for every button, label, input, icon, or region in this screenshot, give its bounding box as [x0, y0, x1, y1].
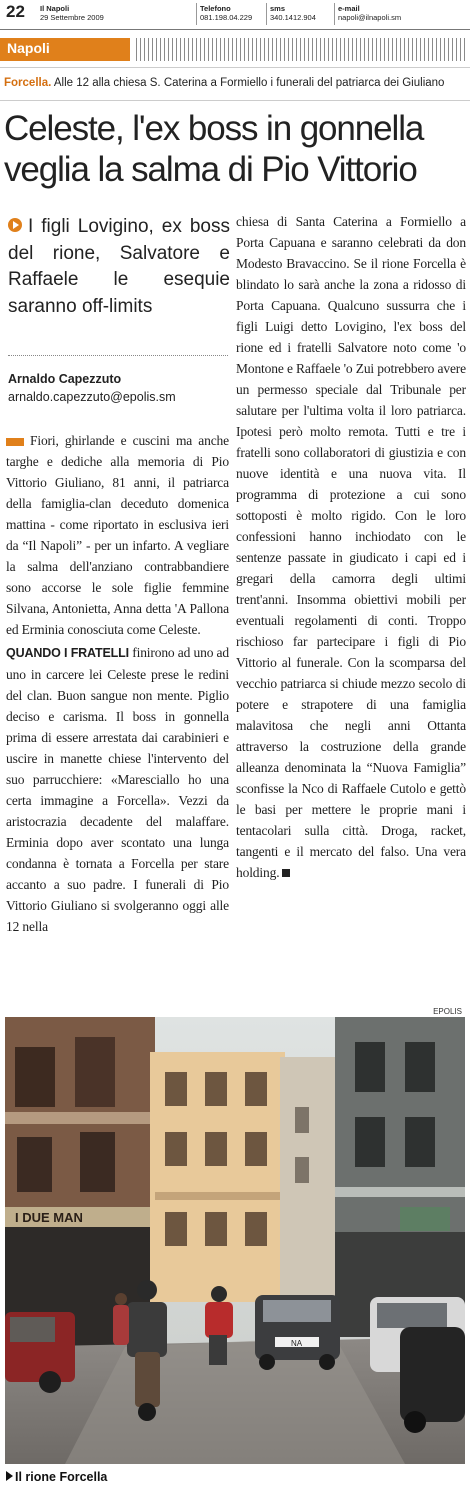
sms-label: sms [270, 4, 286, 13]
header-rule [0, 29, 470, 30]
body-paragraph-text: Fiori, ghirlande e cuscini ma anche targhe e dediche alla memoria di Pio Vittorio Giuliano, 81 anni, il patriarca della famiglia-clan deceduto domenica mattina - come riportato in esclusiva ieri da “Il Napoli” - per un infarto. A vegliare la salma dell'anziano contrabbandiere sono accorse le sole figlie femmine Silvana, Antonietta, Anna detta 'A Pallona ed Erminia conosciuta come Celeste. [6, 433, 229, 637]
body-column-left [6, 430, 229, 937]
publication-date: 29 Settembre 2009 [40, 13, 104, 22]
email-address: napoli@ilnapoli.sm [338, 13, 402, 22]
end-of-article-icon [282, 869, 290, 877]
section-hatch-pattern [136, 38, 466, 61]
section-label: Napoli [7, 40, 50, 56]
photo-credit: EPOLIS [433, 1007, 462, 1016]
photo-caption [6, 1470, 107, 1484]
body-paragraph [6, 430, 229, 640]
caption-text: Il rione Forcella [15, 1470, 108, 1484]
red-jacket-rider [205, 1302, 233, 1338]
publication-info [40, 4, 104, 22]
headline [4, 108, 468, 190]
byline-author: Arnaldo Capezzuto [8, 372, 122, 386]
scooter-rider [127, 1302, 167, 1357]
body-paragraph-text: finirono ad uno ad uno in carcere lei Celeste prese le redini del clan. Buon sangue non mente. Piglio deciso e carisma. Il boss in gonnella prima di essere arrestata dai carabinieri e uscire in manette chiese l'intervento del suo parrucchiere: «Maresciallo ho una certa immagine a Forcella». Vezzi da aristocrazia decadente del malaffare. Erminia dopo aver scontato una lunga condanna è tornata a Forcella per stare accanto a suo padre. I funerali di Pio Vittorio Giuliano si svolgeranno oggi alle 12 nella [6, 645, 229, 934]
sms-contact [270, 4, 316, 22]
paragraph-lead-caps: QUANDO I FRATELLI [6, 646, 129, 660]
subhead-divider [8, 355, 228, 356]
kicker-text: Alle 12 alla chiesa S. Caterina a Formiello i funerali del patriarca dei Giuliano [51, 77, 445, 89]
body-paragraph [236, 211, 466, 883]
phone-label: Telefono [200, 4, 231, 13]
parked-dark-car [400, 1327, 465, 1422]
publication-name: Il Napoli [40, 4, 70, 13]
green-sign [400, 1207, 450, 1231]
page-header [0, 0, 470, 30]
sms-number: 340.1412.904 [270, 13, 316, 22]
license-plate-text: NA [291, 1339, 303, 1348]
phone-number: 081.198.04.229 [200, 13, 253, 22]
shop-sign-text: I DUE MAN [15, 1210, 83, 1225]
body-paragraph [6, 642, 229, 937]
headline-line-1: Celeste, l'ex boss in gonnella [4, 109, 424, 148]
kicker-lead: Forcella. [4, 77, 52, 89]
byline-email[interactable]: arnaldo.capezzuto@epolis.sm [8, 390, 176, 404]
paragraph-marker-icon [6, 438, 24, 446]
headline-line-2: veglia la salma di Pio Vittorio [4, 150, 417, 189]
header-divider [266, 3, 267, 25]
body-paragraph-text: chiesa di Santa Caterina a Formiello a Porta Capuana e saranno celebrati da don Modesto Bravaccino. Se il rione Forcella è blindato lo sarà anche la zona a ridosso di Porta Capuana. Qualcuno sussurra che i figli Luigi detto Lovigino, l'ex boss del rione ed i fratelli Salvatore noto come 'o Montone e Raffaele 'o Zui potrebbero avere un permesso speciale dal Tribunale per salutare per l'ultima volta il loro patriarca. Ipotesi però molto remota. Tutti e tre i fratelli sono collaboratori di giustizia e con nuove identità e una nuova vita. Il programma di protezione a cui sono sottoposti è molto rigido. Con le loro confessioni hanno inchiodato con le sentenze passate in giudicato i capi ed i gregari della camorra degli ultimi trent'anni. Insomma obiettivi mobili per eventuali regolamenti di conti. Troppo rischioso far partecipare i figli di Pio Vittorio al funerale. Con la scomparsa del vecchio patriarca si chiude mezzo secolo di potere e strapotere di una famiglia malavitosa che negli anni Ottanta attraverso la costruzione della grande alleanza denominata la “Nuova Famiglia” sconfisse la Nco di Raffaele Cutolo e gettò le basi per mettere le proprie mani i tentacolari sulla città. Droga, racket, tangenti e il mercato del falso. Una vera holding. [236, 214, 466, 880]
subhead: I figli Lovigino, ex boss del rione, Salvatore e Raffaele le esequie saranno off-limits [8, 216, 230, 317]
phone-contact [200, 4, 252, 22]
page-number: 22 [6, 2, 25, 21]
street-photo-illustration [5, 1017, 465, 1464]
scooter [135, 1352, 160, 1407]
email-contact [338, 4, 401, 22]
body-column-right [236, 211, 466, 883]
kicker [4, 77, 444, 89]
article-photo [5, 1017, 465, 1464]
kicker-bar [0, 67, 470, 101]
section-bar [0, 38, 130, 61]
email-label: e-mail [338, 4, 360, 13]
header-divider [334, 3, 335, 25]
header-divider [196, 3, 197, 25]
caption-arrow-icon [6, 1471, 13, 1481]
